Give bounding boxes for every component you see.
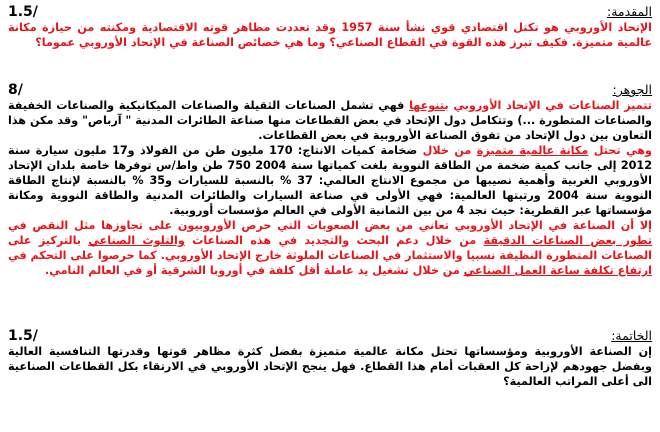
rank-keyword: مكانة عالمية متميزة bbox=[476, 144, 589, 157]
rank-detail: ضخامة كميات الانتاج: 170 مليون طن من الفولاذ و17 مليون سيارة سنة 2012 إلى جانب كمية ضخمة من الطاقة النووية بلغت كمياتها سنة 2004 750 طن واط/س توفرها خاصة بلدان الإتحاد الأوروبي الغربية وأهمية نصيبها من مجموع الانتاج العالمي: 37 % بالنسبة للسيارات و35 % بالنسبة لإنتاج الطاقة النووية سنة 2004 ورتبتها العالمية: فهي الأولى في صناعة السيارات والطائرات المدنية والطاقة النووية ومكانة مؤسساتها عبر القطرية: حيث نجد 4 من بين الثمانية الأولى في العالم مؤسسات أوروبية. bbox=[8, 144, 652, 217]
diversity-keyword: بتنوعها bbox=[409, 99, 449, 112]
intro-score: 1.5/ bbox=[8, 4, 38, 20]
body-paragraph-rank bbox=[8, 143, 652, 218]
body-paragraph-difficulties bbox=[8, 218, 652, 278]
difficulties-research: من خلال دعم البحث والتجديد في هذه الصناعات bbox=[184, 234, 484, 247]
diversity-detail: فهي تشمل الصناعات الثقيلة والصناعات الميكانيكية والصناعات الخفيفة والصناعات المتطورة ...) وتتكامل دول الإتحاد في بعض القطاعات منها صناعة الطائرات المدنية " آرباص" وقد مكن هذا التعاون بين دول الإتحاد من تفوق الصناعة الأوروبية في بعض القطاعات. bbox=[8, 99, 652, 142]
difficulty-pollution: والتلوث الصناعي bbox=[88, 234, 185, 247]
difficulties-clean-industry: بالتركيز على الصناعات المتطورة النظيفة نسبيا والاستثمار في الصناعات الملوثة خارج الإتحاد الأوروبي. كما حرصوا على التحكم في bbox=[8, 234, 652, 262]
body-header bbox=[8, 82, 652, 98]
rank-lead: وهي تحتل bbox=[588, 144, 652, 157]
conclusion-header bbox=[8, 328, 652, 344]
body-paragraph-diversity bbox=[8, 98, 652, 143]
difficulties-lead: إلا أن الصناعة في الإتحاد الأوروبي تعاني من بعض الصعوبات التي حرص الأوروبيون على تجاوزها مثل النقص في bbox=[8, 219, 652, 232]
difficulties-labor-solution: من خلال تشغيل يد عاملة أقل كلفة في أوروبا الشرقية أو في العالم النامي. bbox=[45, 264, 464, 277]
body-score: 8/ bbox=[8, 82, 23, 98]
body-section bbox=[8, 82, 652, 328]
intro-label: المقدمة: bbox=[606, 4, 652, 19]
intro-text: الإتحاد الأوروبي هو تكتل اقتصادي قوي نشأ سنة 1957 وقد تعددت مظاهر قوته الاقتصادية ومكنته من حيازة مكانة عالمية متميزة. فكيف تبرز هذه القوة في القطاع الصناعي؟ وما هي خصائص الصناعة في الإتحاد الأوروبي عموما؟ bbox=[8, 21, 652, 49]
body-label: الجوهر: bbox=[612, 82, 652, 97]
conclusion-score: 1.5/ bbox=[8, 328, 38, 344]
conclusion-label: الخاتمة: bbox=[611, 328, 652, 343]
difficulty-precision-industry: تطور بعض الصناعات الدقيقة bbox=[483, 234, 653, 247]
intro-section bbox=[8, 4, 652, 82]
conclusion-section bbox=[8, 328, 652, 416]
intro-header bbox=[8, 4, 652, 20]
diversity-lead: تتميز الصناعات في الإتحاد الأوروبي bbox=[448, 99, 652, 112]
conclusion-text: إن الصناعة الأوروبية ومؤسساتها تحتل مكانة عالمية متميزة بفضل كثرة مظاهر قوتها وقدرتها التنافسية العالية وبفضل جهودهم لإزاحة كل العقبات أمام هذا القطاع. فهل ينجح الإتحاد الأوروبي في الارتقاء بكل القطاعات الصناعية الى أعلى المراتب العالمية؟ bbox=[8, 345, 652, 388]
difficulty-labor-cost: ارتفاع تكلفة ساعة العمل الصناعي bbox=[463, 264, 652, 277]
rank-connector: من خلال bbox=[417, 144, 477, 157]
